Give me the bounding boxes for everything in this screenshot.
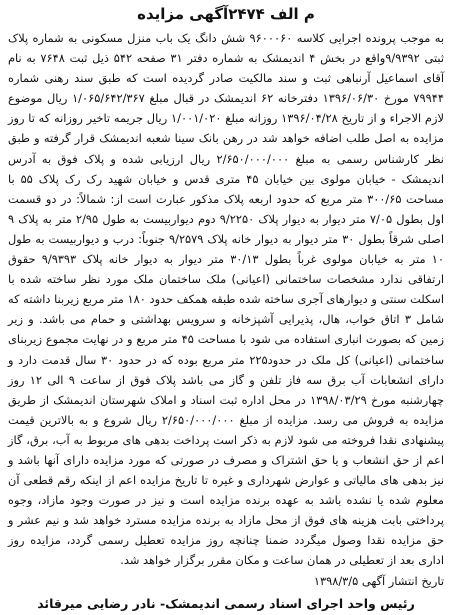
notice-body: به موجب پرونده اجرایی کلاسه ۹۶۰۰۰۶۰ شش دانگ یک باب منزل مسکونی به شماره پلاک ثبتی ۹/۹۳۹۲واقع در بخش ۴ اندیمشک به شماره دفتر ۳۱ صفحه ۵۴۲ ذیل ثبت ۷۶۴۸ به نام آقای اسماعیل آرنباهی ثبت و سند مالکیت صادر گردیده است که طبق سند رهنی شماره ۷۹۹۴۴ مورخ ۱۳۹۶/۰۶/۳۰ دفترخانه ۶۲ اندیمشک در قبال مبلغ ۱/۰۶۵/۶۴۲/۳۶۷ ریال موضوع لازم الاجراء و از تاریخ ۱۳۹۶/۰۴/۲۸ روزانه مبلغ ۱/۰۰۱/۰۲۰ ریال جریمه تاخیر روزانه که تا روز مزایده به اصل طلب اضافه خواهد شد در رهن بانک سینا شعبه اندیمشک قرار گرفته و طبق نظر کارشناس رسمی به مبلغ ۲/۶۵۰/۰۰۰/۰۰۰ ریال ارزیابی شده و پلاک فوق به آدرس اندیمشک - خیابان مولوی بین خیابان ۴۵ متری قدس و خیابان شهید رک رک پلاک ۵۵ با مساحت ۳۰۰/۶۵ متر مربع که حدود اربعه پلاک مذکور عبارت است از: شمالاً: در دو قسمت اول بطول ۷/۰۵ متر دیوار به دیوار پلاک ۹/۲۲۵۰ دوم دیواربیست به طول ۲/۹۵ متر به پلاک ۹ اصلی شرقاً بطول ۳۰ متر دیوار به دیوار خانه پلاک ۹/۲۵۷۹ جنوباً: درب و دیواربیست به طول ۱۰ متر به خیابان مولوی غرباً بطول ۳۰/۱۳ متر دیوار به دیوار خانه پلاک ۹/۹۳۹۳ حقوق ارتفاقی ندارد مشخصات ساختمانی (اعیانی) ملک ساختمان ملک مورد نظر ساخته شده با اسکلت سنتی و دیوارهای آجری ساخته شده طبقه همکف حدود ۱۸۰ متر مربع زیربنا داشته که شامل ۳ اتاق خواب، هال، پذیرایی آشپزخانه و سرویس بهداشتی و حمام می باشد. و زیر زمین که بصورت انباری استفاده می شود با مساحت ۴۵ متر مربع و در نهایت مجموع زیربنای ساختمانی (اعیانی) کل ملک در حدود۲۲۵ متر مربع بوده که در حدود ۳۰ سال قدمت دارد و دارای انشعابات آب برق سه فاز تلفن و گاز می باشد پلاک فوق از ساعت ۹ الی ۱۲ روز چهارشنبه مورخ ۱۳۹۸/۰۳/۲۹ در محل اداره ثبت اسناد و املاک شهرستان اندیمشک از طریق مزایده به فروش می رسد. مزایده از مبلغ ۲/۶۵۰/۰۰۰/۰۰۰ ریال شروع و به بالاترین قیمت پیشنهادی نقدا فروخته می شود لازم به ذکر است پرداخت بدهی های مربوط به آب، برق، گاز اعم از حق انشعاب و یا حق اشتراک و مصرف در صورتی که مورد مزایده دارای آنها باشد و نیز بدهی های مالیاتی و عوارض شهرداری و غیره تا تاریخ مزایده اعم از اینکه رقم قطعی آن معلوم شده یا نشده باشد به عهده برنده مزایده است و نیز در صورت وجود مازاد، وجوه پرداختی بابت هزینه های فوق از محل مازاد به برنده مزایده مسترد خواهد شد و نیم عشر و حق مزایده نقدا وصول میگردد ضمنا چنانچه روز مزایده تعطیل رسمی گردد، مزایده روز اداری بعد از تعطیلی در همان ساعت و مکان مقرر برگزار خواهد شد. — [8, 31, 445, 568]
publication-date: تاریخ انتشار آگهی ۱۳۹۸/۳/۵ — [313, 573, 444, 588]
signature-line: رئیس واحد اجرای اسناد رسمی اندیمشک- نادر رضایی میرقائد — [37, 595, 415, 611]
notice-title: م الف ۲۴۷۴آگهی مزایده — [137, 5, 315, 23]
